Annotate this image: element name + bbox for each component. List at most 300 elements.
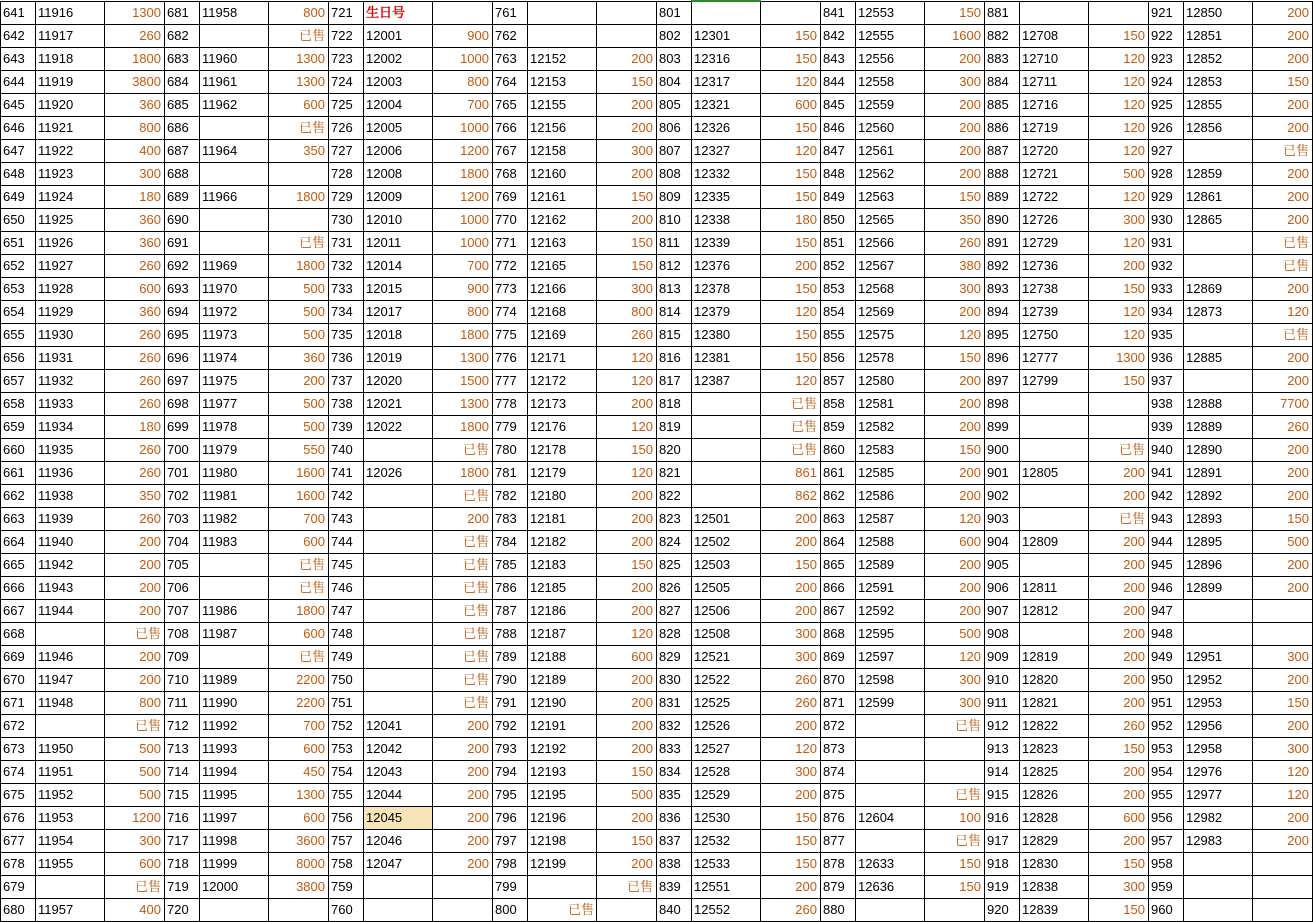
price-cell[interactable]: 300 <box>925 278 985 301</box>
ticket-number-cell[interactable]: 12185 <box>528 577 597 600</box>
row-index-cell[interactable]: 791 <box>493 692 528 715</box>
row-index-cell[interactable]: 778 <box>493 393 528 416</box>
price-cell[interactable]: 900 <box>433 25 493 48</box>
price-cell[interactable]: 200 <box>925 163 985 186</box>
row-index-cell[interactable]: 774 <box>493 301 528 324</box>
row-index-cell[interactable]: 766 <box>493 117 528 140</box>
price-cell[interactable]: 200 <box>433 508 493 531</box>
ticket-number-cell[interactable]: 12046 <box>364 830 433 853</box>
price-cell[interactable]: 260 <box>761 692 821 715</box>
ticket-number-cell[interactable]: 12893 <box>1184 508 1253 531</box>
price-cell[interactable]: 200 <box>1089 646 1149 669</box>
ticket-number-cell[interactable]: 12166 <box>528 278 597 301</box>
ticket-number-cell[interactable]: 12171 <box>528 347 597 370</box>
row-index-cell[interactable]: 844 <box>821 71 856 94</box>
ticket-number-cell[interactable]: 12192 <box>528 738 597 761</box>
row-index-cell[interactable]: 874 <box>821 761 856 784</box>
price-cell[interactable]: 200 <box>1089 531 1149 554</box>
table-row[interactable] <box>1 301 1313 324</box>
row-index-cell[interactable]: 688 <box>165 163 200 186</box>
price-cell[interactable]: 已售 <box>105 876 165 899</box>
table-row[interactable] <box>1 738 1313 761</box>
row-index-cell[interactable]: 857 <box>821 370 856 393</box>
price-cell[interactable]: 200 <box>1253 830 1313 853</box>
row-index-cell[interactable]: 755 <box>329 784 364 807</box>
ticket-number-cell[interactable] <box>200 577 269 600</box>
ticket-number-cell[interactable] <box>1020 393 1089 416</box>
row-index-cell[interactable]: 656 <box>1 347 36 370</box>
ticket-number-cell[interactable]: 12853 <box>1184 71 1253 94</box>
row-index-cell[interactable]: 698 <box>165 393 200 416</box>
row-index-cell[interactable]: 780 <box>493 439 528 462</box>
ticket-number-cell[interactable]: 11979 <box>200 439 269 462</box>
row-index-cell[interactable]: 702 <box>165 485 200 508</box>
row-index-cell[interactable]: 899 <box>985 416 1020 439</box>
price-cell[interactable]: 700 <box>269 715 329 738</box>
table-row[interactable] <box>1 784 1313 807</box>
price-cell[interactable]: 500 <box>269 301 329 324</box>
price-cell[interactable]: 200 <box>925 462 985 485</box>
row-index-cell[interactable]: 881 <box>985 1 1020 25</box>
ticket-number-cell[interactable]: 11987 <box>200 623 269 646</box>
row-index-cell[interactable]: 744 <box>329 531 364 554</box>
row-index-cell[interactable]: 711 <box>165 692 200 715</box>
row-index-cell[interactable]: 770 <box>493 209 528 232</box>
ticket-number-cell[interactable] <box>528 876 597 899</box>
price-cell[interactable]: 已售 <box>433 554 493 577</box>
row-index-cell[interactable]: 654 <box>1 301 36 324</box>
row-index-cell[interactable]: 721 <box>329 1 364 25</box>
price-cell[interactable]: 260 <box>925 232 985 255</box>
ticket-number-cell[interactable] <box>1184 899 1253 922</box>
ticket-number-cell[interactable]: 12168 <box>528 301 597 324</box>
price-cell[interactable]: 600 <box>925 531 985 554</box>
price-cell[interactable]: 200 <box>597 738 657 761</box>
row-index-cell[interactable]: 649 <box>1 186 36 209</box>
price-cell[interactable]: 200 <box>597 485 657 508</box>
ticket-number-cell[interactable]: 12152 <box>528 48 597 71</box>
price-cell[interactable]: 260 <box>761 899 821 922</box>
ticket-number-cell[interactable] <box>364 554 433 577</box>
table-row[interactable] <box>1 186 1313 209</box>
price-cell[interactable]: 1500 <box>433 370 493 393</box>
ticket-number-cell[interactable] <box>1184 324 1253 347</box>
row-index-cell[interactable]: 906 <box>985 577 1020 600</box>
ticket-number-cell[interactable]: 11950 <box>36 738 105 761</box>
row-index-cell[interactable]: 828 <box>657 623 692 646</box>
price-cell[interactable]: 200 <box>1089 577 1149 600</box>
price-cell[interactable]: 120 <box>1089 94 1149 117</box>
price-cell[interactable]: 200 <box>269 370 329 393</box>
row-index-cell[interactable]: 692 <box>165 255 200 278</box>
row-index-cell[interactable]: 729 <box>329 186 364 209</box>
row-index-cell[interactable]: 695 <box>165 324 200 347</box>
row-index-cell[interactable]: 776 <box>493 347 528 370</box>
ticket-number-cell[interactable]: 12838 <box>1020 876 1089 899</box>
row-index-cell[interactable]: 870 <box>821 669 856 692</box>
ticket-number-cell[interactable]: 12595 <box>856 623 925 646</box>
row-index-cell[interactable]: 690 <box>165 209 200 232</box>
price-cell[interactable]: 200 <box>1253 347 1313 370</box>
row-index-cell[interactable]: 895 <box>985 324 1020 347</box>
price-cell[interactable]: 150 <box>761 853 821 876</box>
row-index-cell[interactable]: 948 <box>1149 623 1184 646</box>
row-index-cell[interactable]: 741 <box>329 462 364 485</box>
price-cell[interactable]: 200 <box>105 531 165 554</box>
row-index-cell[interactable]: 691 <box>165 232 200 255</box>
price-cell[interactable]: 1800 <box>433 163 493 186</box>
row-index-cell[interactable]: 936 <box>1149 347 1184 370</box>
price-cell[interactable]: 1300 <box>269 784 329 807</box>
row-index-cell[interactable]: 942 <box>1149 485 1184 508</box>
ticket-number-cell[interactable]: 12891 <box>1184 462 1253 485</box>
row-index-cell[interactable]: 701 <box>165 462 200 485</box>
row-index-cell[interactable]: 852 <box>821 255 856 278</box>
row-index-cell[interactable]: 790 <box>493 669 528 692</box>
price-cell[interactable] <box>1089 416 1149 439</box>
price-cell[interactable]: 120 <box>1089 140 1149 163</box>
row-index-cell[interactable]: 802 <box>657 25 692 48</box>
price-cell[interactable]: 200 <box>1253 554 1313 577</box>
row-index-cell[interactable]: 950 <box>1149 669 1184 692</box>
ticket-number-cell[interactable]: 12722 <box>1020 186 1089 209</box>
price-cell[interactable]: 已售 <box>433 531 493 554</box>
ticket-number-cell[interactable]: 11925 <box>36 209 105 232</box>
row-index-cell[interactable]: 788 <box>493 623 528 646</box>
ticket-number-cell[interactable]: 12809 <box>1020 531 1089 554</box>
price-cell[interactable]: 200 <box>761 255 821 278</box>
ticket-number-cell[interactable] <box>200 646 269 669</box>
row-index-cell[interactable]: 680 <box>1 899 36 922</box>
ticket-number-cell[interactable]: 12568 <box>856 278 925 301</box>
ticket-number-cell[interactable]: 12180 <box>528 485 597 508</box>
ticket-number-cell[interactable]: 12567 <box>856 255 925 278</box>
price-cell[interactable]: 已售 <box>1253 232 1313 255</box>
row-index-cell[interactable]: 748 <box>329 623 364 646</box>
row-index-cell[interactable]: 897 <box>985 370 1020 393</box>
price-cell[interactable]: 200 <box>925 416 985 439</box>
ticket-number-cell[interactable] <box>1020 439 1089 462</box>
row-index-cell[interactable]: 840 <box>657 899 692 922</box>
price-cell[interactable]: 260 <box>761 669 821 692</box>
row-index-cell[interactable]: 722 <box>329 25 364 48</box>
price-cell[interactable] <box>925 761 985 784</box>
row-index-cell[interactable]: 938 <box>1149 393 1184 416</box>
ticket-number-cell[interactable]: 12826 <box>1020 784 1089 807</box>
row-index-cell[interactable]: 705 <box>165 554 200 577</box>
row-index-cell[interactable]: 708 <box>165 623 200 646</box>
row-index-cell[interactable]: 833 <box>657 738 692 761</box>
ticket-number-cell[interactable] <box>364 600 433 623</box>
row-index-cell[interactable]: 850 <box>821 209 856 232</box>
price-cell[interactable]: 150 <box>925 876 985 899</box>
row-index-cell[interactable]: 830 <box>657 669 692 692</box>
row-index-cell[interactable]: 745 <box>329 554 364 577</box>
price-cell[interactable]: 450 <box>269 761 329 784</box>
ticket-number-cell[interactable]: 11995 <box>200 784 269 807</box>
price-cell[interactable]: 150 <box>597 255 657 278</box>
row-index-cell[interactable]: 665 <box>1 554 36 577</box>
price-cell[interactable]: 200 <box>1089 623 1149 646</box>
price-cell[interactable]: 已售 <box>761 416 821 439</box>
row-index-cell[interactable]: 886 <box>985 117 1020 140</box>
ticket-number-cell[interactable]: 12011 <box>364 232 433 255</box>
ticket-number-cell[interactable]: 12736 <box>1020 255 1089 278</box>
price-cell[interactable]: 200 <box>1253 439 1313 462</box>
ticket-number-cell[interactable] <box>200 163 269 186</box>
price-cell[interactable]: 260 <box>105 347 165 370</box>
ticket-number-cell[interactable]: 12376 <box>692 255 761 278</box>
row-index-cell[interactable]: 792 <box>493 715 528 738</box>
ticket-number-cell[interactable]: 11929 <box>36 301 105 324</box>
row-index-cell[interactable]: 813 <box>657 278 692 301</box>
price-cell[interactable]: 200 <box>105 646 165 669</box>
ticket-number-cell[interactable]: 12892 <box>1184 485 1253 508</box>
price-cell[interactable]: 900 <box>433 278 493 301</box>
price-cell[interactable]: 120 <box>761 140 821 163</box>
ticket-number-cell[interactable]: 11955 <box>36 853 105 876</box>
row-index-cell[interactable]: 884 <box>985 71 1020 94</box>
row-index-cell[interactable]: 822 <box>657 485 692 508</box>
ticket-number-cell[interactable]: 12976 <box>1184 761 1253 784</box>
price-cell[interactable]: 400 <box>105 140 165 163</box>
row-index-cell[interactable]: 648 <box>1 163 36 186</box>
table-row[interactable] <box>1 209 1313 232</box>
ticket-number-cell[interactable]: 12580 <box>856 370 925 393</box>
ticket-number-cell[interactable] <box>364 669 433 692</box>
row-index-cell[interactable]: 861 <box>821 462 856 485</box>
row-index-cell[interactable]: 793 <box>493 738 528 761</box>
price-cell[interactable]: 800 <box>597 301 657 324</box>
price-cell[interactable]: 200 <box>925 577 985 600</box>
ticket-number-cell[interactable] <box>364 439 433 462</box>
row-index-cell[interactable]: 767 <box>493 140 528 163</box>
ticket-number-cell[interactable]: 12182 <box>528 531 597 554</box>
price-cell[interactable]: 120 <box>925 324 985 347</box>
ticket-number-cell[interactable]: 11961 <box>200 71 269 94</box>
price-cell[interactable] <box>1089 393 1149 416</box>
price-cell[interactable]: 1300 <box>1089 347 1149 370</box>
row-index-cell[interactable]: 714 <box>165 761 200 784</box>
ticket-number-cell[interactable] <box>36 715 105 738</box>
row-index-cell[interactable]: 764 <box>493 71 528 94</box>
ticket-number-cell[interactable]: 12861 <box>1184 186 1253 209</box>
row-index-cell[interactable]: 868 <box>821 623 856 646</box>
ticket-number-cell[interactable]: 12503 <box>692 554 761 577</box>
row-index-cell[interactable]: 760 <box>329 899 364 922</box>
table-row[interactable] <box>1 94 1313 117</box>
price-cell[interactable]: 200 <box>597 508 657 531</box>
row-index-cell[interactable]: 847 <box>821 140 856 163</box>
row-index-cell[interactable]: 655 <box>1 324 36 347</box>
row-index-cell[interactable]: 782 <box>493 485 528 508</box>
table-row[interactable] <box>1 807 1313 830</box>
price-cell[interactable]: 600 <box>1089 807 1149 830</box>
row-index-cell[interactable]: 740 <box>329 439 364 462</box>
ticket-number-cell[interactable]: 11999 <box>200 853 269 876</box>
table-row[interactable] <box>1 324 1313 347</box>
row-index-cell[interactable]: 742 <box>329 485 364 508</box>
price-cell[interactable]: 800 <box>269 1 329 25</box>
row-index-cell[interactable]: 756 <box>329 807 364 830</box>
row-index-cell[interactable]: 889 <box>985 186 1020 209</box>
row-index-cell[interactable]: 896 <box>985 347 1020 370</box>
price-cell[interactable]: 200 <box>433 761 493 784</box>
price-cell[interactable] <box>269 899 329 922</box>
price-cell[interactable]: 550 <box>269 439 329 462</box>
row-index-cell[interactable]: 651 <box>1 232 36 255</box>
ticket-number-cell[interactable]: 12716 <box>1020 94 1089 117</box>
ticket-number-cell[interactable]: 12569 <box>856 301 925 324</box>
ticket-number-cell[interactable] <box>1020 485 1089 508</box>
ticket-number-cell[interactable]: 11990 <box>200 692 269 715</box>
row-index-cell[interactable]: 720 <box>165 899 200 922</box>
table-row[interactable] <box>1 278 1313 301</box>
table-row[interactable] <box>1 232 1313 255</box>
ticket-number-cell[interactable]: 12565 <box>856 209 925 232</box>
row-index-cell[interactable]: 909 <box>985 646 1020 669</box>
ticket-number-cell[interactable]: 11931 <box>36 347 105 370</box>
price-cell[interactable]: 已售 <box>269 117 329 140</box>
ticket-number-cell[interactable]: 12805 <box>1020 462 1089 485</box>
ticket-number-cell[interactable]: 12952 <box>1184 669 1253 692</box>
price-cell[interactable]: 600 <box>597 646 657 669</box>
ticket-number-cell[interactable]: 11994 <box>200 761 269 784</box>
price-cell[interactable] <box>925 738 985 761</box>
price-cell[interactable]: 1800 <box>269 255 329 278</box>
price-cell[interactable]: 1000 <box>433 48 493 71</box>
ticket-number-cell[interactable]: 12896 <box>1184 554 1253 577</box>
price-cell[interactable]: 200 <box>761 531 821 554</box>
ticket-number-cell[interactable]: 11934 <box>36 416 105 439</box>
price-cell[interactable]: 1800 <box>269 186 329 209</box>
table-row[interactable] <box>1 692 1313 715</box>
price-cell[interactable]: 已售 <box>433 439 493 462</box>
price-cell[interactable]: 300 <box>597 140 657 163</box>
price-cell[interactable]: 已售 <box>433 577 493 600</box>
ticket-number-cell[interactable]: 11947 <box>36 669 105 692</box>
ticket-number-cell[interactable]: 12532 <box>692 830 761 853</box>
price-cell[interactable]: 200 <box>597 807 657 830</box>
ticket-number-cell[interactable] <box>692 439 761 462</box>
table-row[interactable] <box>1 508 1313 531</box>
row-index-cell[interactable]: 819 <box>657 416 692 439</box>
ticket-number-cell[interactable] <box>364 876 433 899</box>
table-row[interactable] <box>1 163 1313 186</box>
price-cell[interactable]: 已售 <box>925 830 985 853</box>
ticket-number-cell[interactable]: 12002 <box>364 48 433 71</box>
table-row[interactable] <box>1 853 1313 876</box>
row-index-cell[interactable]: 882 <box>985 25 1020 48</box>
ticket-number-cell[interactable]: 11932 <box>36 370 105 393</box>
price-cell[interactable]: 700 <box>433 255 493 278</box>
price-cell[interactable]: 150 <box>597 554 657 577</box>
ticket-number-cell[interactable]: 12559 <box>856 94 925 117</box>
row-index-cell[interactable]: 829 <box>657 646 692 669</box>
price-cell[interactable] <box>269 209 329 232</box>
ticket-number-cell[interactable]: 12179 <box>528 462 597 485</box>
price-cell[interactable]: 200 <box>761 577 821 600</box>
ticket-number-cell[interactable]: 12009 <box>364 186 433 209</box>
price-cell[interactable]: 200 <box>1253 117 1313 140</box>
price-cell[interactable]: 已售 <box>925 715 985 738</box>
price-cell[interactable]: 200 <box>433 784 493 807</box>
price-cell[interactable]: 150 <box>597 761 657 784</box>
row-index-cell[interactable]: 809 <box>657 186 692 209</box>
ticket-number-cell[interactable] <box>1184 853 1253 876</box>
row-index-cell[interactable]: 753 <box>329 738 364 761</box>
row-index-cell[interactable]: 831 <box>657 692 692 715</box>
price-cell[interactable]: 200 <box>925 393 985 416</box>
price-cell[interactable] <box>269 163 329 186</box>
ticket-number-cell[interactable]: 12010 <box>364 209 433 232</box>
ticket-number-cell[interactable]: 12822 <box>1020 715 1089 738</box>
row-index-cell[interactable]: 945 <box>1149 554 1184 577</box>
price-cell[interactable]: 200 <box>433 830 493 853</box>
price-cell[interactable]: 200 <box>1253 163 1313 186</box>
row-index-cell[interactable]: 723 <box>329 48 364 71</box>
ticket-number-cell[interactable]: 12026 <box>364 462 433 485</box>
row-index-cell[interactable]: 904 <box>985 531 1020 554</box>
row-index-cell[interactable]: 905 <box>985 554 1020 577</box>
price-cell[interactable]: 300 <box>925 692 985 715</box>
price-cell[interactable]: 120 <box>761 370 821 393</box>
ticket-number-cell[interactable]: 11998 <box>200 830 269 853</box>
price-cell[interactable]: 200 <box>1253 25 1313 48</box>
ticket-number-cell[interactable]: 12169 <box>528 324 597 347</box>
price-cell[interactable]: 360 <box>269 347 329 370</box>
ticket-number-cell[interactable]: 12161 <box>528 186 597 209</box>
row-index-cell[interactable]: 910 <box>985 669 1020 692</box>
price-cell[interactable]: 150 <box>761 324 821 347</box>
price-cell[interactable]: 200 <box>433 738 493 761</box>
row-index-cell[interactable]: 958 <box>1149 853 1184 876</box>
table-row[interactable] <box>1 554 1313 577</box>
ticket-number-cell[interactable]: 12153 <box>528 71 597 94</box>
ticket-number-cell[interactable]: 12196 <box>528 807 597 830</box>
ticket-number-cell[interactable]: 12958 <box>1184 738 1253 761</box>
row-index-cell[interactable]: 765 <box>493 94 528 117</box>
row-index-cell[interactable]: 743 <box>329 508 364 531</box>
ticket-number-cell[interactable]: 11927 <box>36 255 105 278</box>
row-index-cell[interactable]: 839 <box>657 876 692 899</box>
row-index-cell[interactable]: 736 <box>329 347 364 370</box>
ticket-number-cell[interactable] <box>1184 600 1253 623</box>
ticket-number-cell[interactable]: 12865 <box>1184 209 1253 232</box>
ticket-number-cell[interactable]: 11977 <box>200 393 269 416</box>
price-cell[interactable]: 150 <box>925 347 985 370</box>
row-index-cell[interactable]: 732 <box>329 255 364 278</box>
row-index-cell[interactable]: 739 <box>329 416 364 439</box>
price-cell[interactable]: 120 <box>761 71 821 94</box>
row-index-cell[interactable]: 933 <box>1149 278 1184 301</box>
row-index-cell[interactable]: 901 <box>985 462 1020 485</box>
ticket-number-cell[interactable]: 12738 <box>1020 278 1089 301</box>
ticket-number-cell[interactable]: 12004 <box>364 94 433 117</box>
row-index-cell[interactable]: 685 <box>165 94 200 117</box>
ticket-number-cell[interactable]: 12047 <box>364 853 433 876</box>
row-index-cell[interactable]: 949 <box>1149 646 1184 669</box>
table-row[interactable] <box>1 1 1313 25</box>
ticket-number-cell[interactable]: 12326 <box>692 117 761 140</box>
ticket-number-cell[interactable]: 12885 <box>1184 347 1253 370</box>
ticket-number-cell[interactable]: 12378 <box>692 278 761 301</box>
price-cell[interactable]: 200 <box>597 577 657 600</box>
row-index-cell[interactable]: 820 <box>657 439 692 462</box>
price-cell[interactable]: 200 <box>597 94 657 117</box>
ticket-number-cell[interactable]: 12005 <box>364 117 433 140</box>
ticket-number-cell[interactable]: 11917 <box>36 25 105 48</box>
